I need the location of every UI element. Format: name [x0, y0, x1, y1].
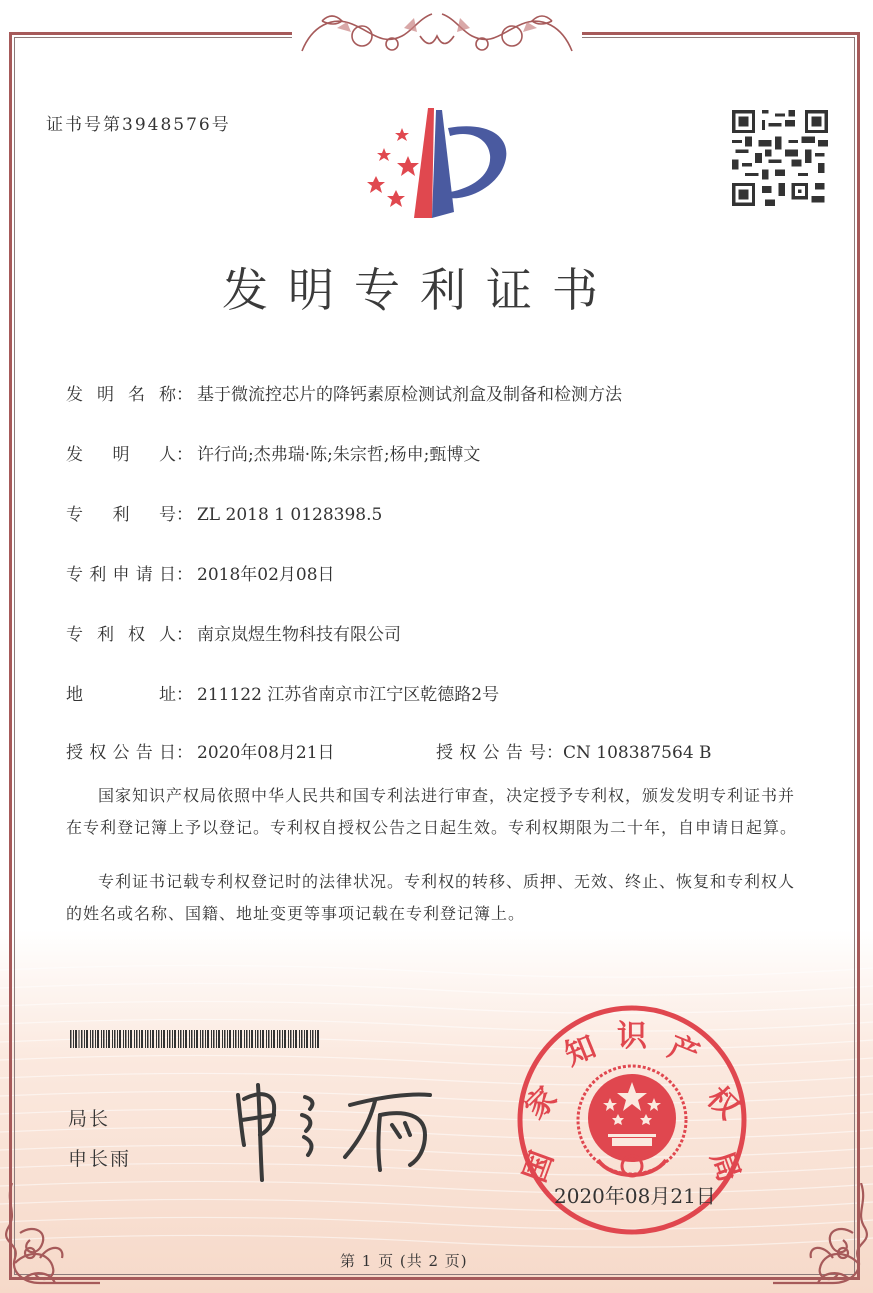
handwritten-signature: [230, 1075, 450, 1185]
field-value: 基于微流控芯片的降钙素原检测试剂盒及制备和检测方法: [197, 385, 622, 405]
certificate-paragraph-2: 专利证书记载专利权登记时的法律状况。专利权的转移、质押、无效、终止、恢复和专利权人的姓名或名称、国籍、地址变更等事项记载在专利登记簿上。: [66, 872, 796, 923]
field-grant-number: 授权公告号：CN 108387564 B: [436, 738, 712, 763]
field-value: 南京岚煜生物科技有限公司: [197, 625, 401, 645]
field-label: 专利权人: [66, 625, 176, 645]
corner-ornament-left-icon: [0, 1183, 100, 1293]
svg-text:局: 局: [703, 1146, 747, 1187]
svg-text:权: 权: [699, 1080, 746, 1127]
top-dragon-ornament-icon: [292, 6, 582, 58]
corner-ornament-right-icon: [773, 1183, 873, 1293]
field-value: 许行尚;杰弗瑞·陈;朱宗哲;杨申;甄博文: [197, 445, 481, 465]
page-number: 第 1 页 (共 2 页): [340, 1252, 468, 1270]
field-invention-name: 发明名称： 基于微流控芯片的降钙素原检测试剂盒及制备和检测方法: [66, 380, 622, 405]
field-label: 授权公告日: [66, 743, 176, 763]
certificate-paragraph-1: 国家知识产权局依照中华人民共和国专利法进行审查，决定授予专利权，颁发发明专利证书并在专利登记簿上予以登记。专利权自授权公告之日起生效。专利权期限为二十年，自申请日起算。: [66, 786, 798, 837]
barcode: [70, 1030, 320, 1048]
field-value: ZL 2018 1 0128398.5: [197, 505, 383, 525]
field-value: CN 108387564 B: [563, 743, 712, 763]
field-address: 地址： 211122 江苏省南京市江宁区乾德路2号: [66, 680, 499, 705]
signatory-name: 申长雨: [68, 1148, 132, 1170]
field-label: 授权公告号: [436, 743, 546, 763]
field-label: 专利号: [66, 505, 176, 525]
signatory-title: 局长: [68, 1108, 111, 1130]
field-inventors: 发明人： 许行尚;杰弗瑞·陈;朱宗哲;杨申;甄博文: [66, 440, 480, 465]
field-value: 2018年02月08日: [197, 565, 335, 585]
qr-code[interactable]: [732, 110, 828, 206]
field-value: 211122 江苏省南京市江宁区乾德路2号: [197, 685, 500, 705]
field-label: 发明人: [66, 445, 176, 465]
svg-text:产: 产: [663, 1029, 705, 1074]
svg-text:家: 家: [518, 1080, 565, 1127]
field-grant-date: 授权公告日： 2020年08月21日: [66, 738, 335, 763]
certificate-number: 证书号第3948576号: [46, 115, 231, 135]
field-label: 地址: [66, 685, 176, 705]
field-filing-date: 专利申请日： 2018年02月08日: [66, 560, 335, 585]
seal-date: 2020年08月21日: [554, 1184, 716, 1208]
cnipa-logo-icon: [362, 100, 522, 220]
field-patent-number: 专利号： ZL 2018 1 0128398.5: [66, 500, 382, 525]
svg-text:国: 国: [517, 1146, 561, 1187]
field-patentee: 专利权人： 南京岚煜生物科技有限公司: [66, 620, 401, 645]
certificate-title: 发明专利证书: [222, 263, 618, 317]
field-value: 2020年08月21日: [197, 743, 335, 763]
field-label: 发明名称: [66, 385, 176, 405]
svg-text:识: 识: [617, 1019, 647, 1054]
svg-text:知: 知: [559, 1029, 601, 1074]
field-label: 专利申请日: [66, 565, 176, 585]
